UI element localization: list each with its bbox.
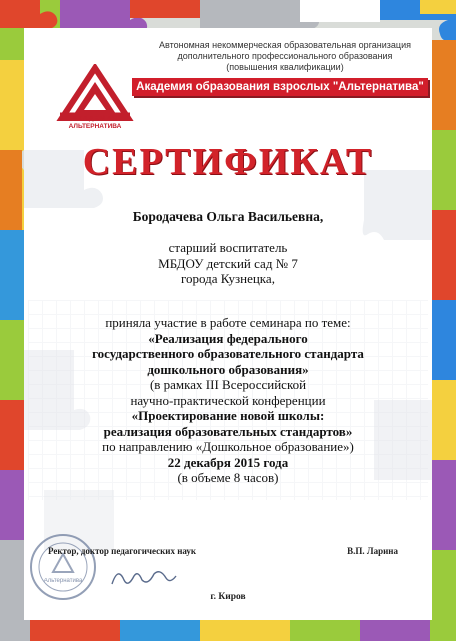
- conference-title-2: реализация образовательных стандартов»: [103, 423, 353, 439]
- recipient-city: города Кузнецка,: [181, 271, 275, 286]
- recipient-name: Бородачева Ольга Васильевна,: [132, 209, 324, 224]
- rector-title: Ректор, доктор педагогических наук: [48, 546, 197, 556]
- org-line-3: (повышения квалификации): [226, 62, 344, 72]
- hours-volume: (в объеме 8 часов): [177, 470, 279, 485]
- participation-intro: приняла участие в работе семинара по теме:: [105, 315, 351, 330]
- seminar-topic-3: дошкольного образования»: [147, 361, 309, 377]
- org-line-1: Автономная некоммерческая образовательная организация: [159, 40, 411, 50]
- rector-name: В.П. Ларина: [347, 546, 398, 556]
- org-header: [140, 40, 430, 73]
- handwritten-signature: [108, 562, 178, 592]
- certificate-title: СЕРТИФИКАТ: [82, 141, 374, 183]
- issue-city: г. Киров: [210, 592, 246, 602]
- conference-direction: по направлению «Дошкольное образование»): [102, 439, 354, 454]
- recipient-details: [28, 240, 428, 287]
- recipient-position: старший воспитатель: [168, 240, 288, 255]
- seminar-topic-2: государственного образовательного стандарта: [92, 346, 364, 361]
- org-line-2: дополнительного профессионального образования: [177, 51, 393, 61]
- conference-frame-2: научно-практической конференции: [130, 392, 326, 408]
- seminar-topic-1: «Реализация федерального: [148, 330, 308, 346]
- conference-frame-1: (в рамках III Всероссийской: [149, 377, 307, 392]
- logo-text-academy: АКАДЕМИЯ: [72, 115, 118, 122]
- logo-text-alternativa: АЛЬТЕРНАТИВА: [68, 123, 122, 130]
- academy-banner: Академия образования взрослых "Альтернатива": [132, 78, 428, 96]
- event-date: 22 декабря 2015 года: [167, 454, 289, 470]
- participation-text: [28, 315, 428, 486]
- recipient-org: МБДОУ детский сад № 7: [158, 255, 298, 271]
- stamp-text: Альтернатива: [43, 578, 83, 584]
- conference-title-1: «Проектирование новой школы:: [131, 408, 325, 423]
